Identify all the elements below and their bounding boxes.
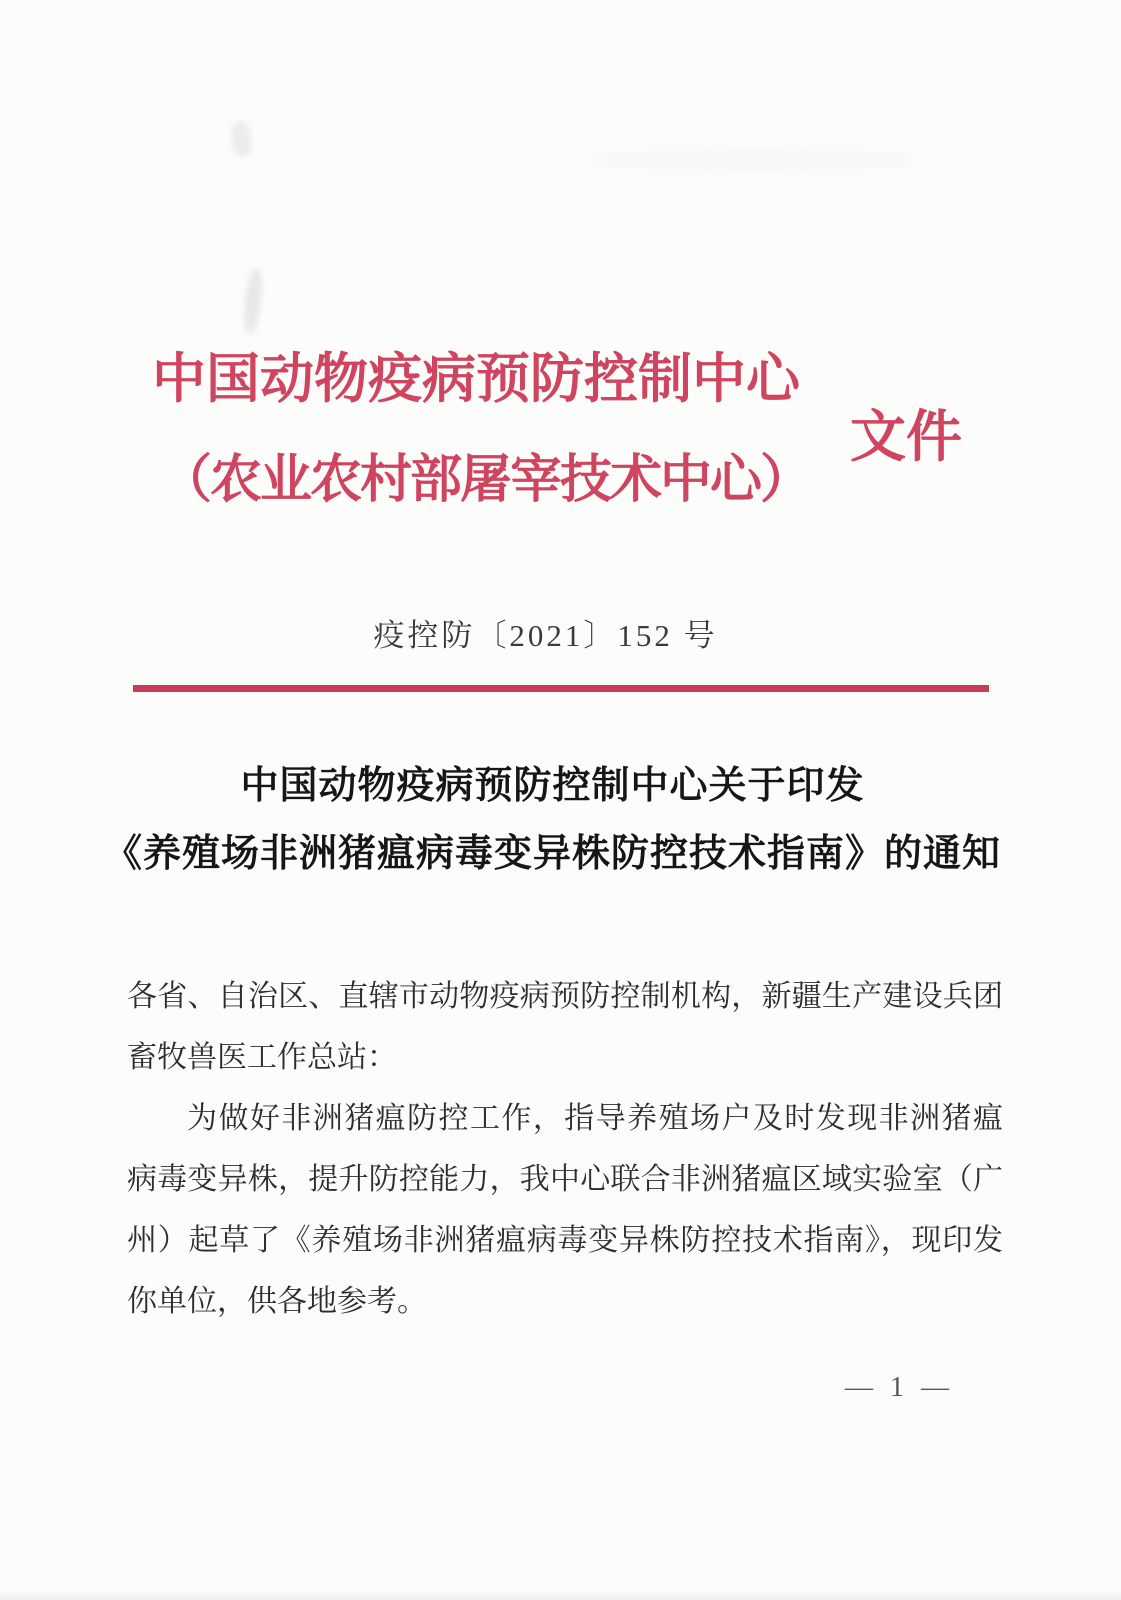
notice-body: [127, 966, 1003, 1332]
document-number: 疫控防〔2021〕152 号: [373, 618, 718, 653]
scan-streak: [590, 148, 920, 172]
letterhead-org-subtitle: （农业农村部屠宰技术中心）: [160, 452, 811, 509]
letterhead-doc-type-label: 文件: [850, 407, 962, 469]
salutation-line: 各省、自治区、直辖市动物疫病预防控制机构，新疆生产建设兵团: [127, 980, 1003, 1013]
body-paragraph-line: 为做好非洲猪瘟防控工作，指导养殖场户及时发现非洲猪瘟: [187, 1102, 1003, 1135]
body-paragraph-line: 病毒变异株，提升防控能力，我中心联合非洲猪瘟区域实验室（广: [127, 1163, 1003, 1196]
page-number: — 1 —: [845, 1372, 954, 1403]
notice-title: [0, 752, 1113, 888]
scan-bottom-edge: [0, 1590, 1121, 1600]
notice-title-line1: 中国动物疫病预防控制中心关于印发: [240, 765, 865, 807]
letterhead-org-name: 中国动物疫病预防控制中心: [152, 349, 800, 409]
notice-title-line2: 《养殖场非洲猪瘟病毒变异株防控技术指南》的通知: [103, 833, 1001, 875]
scan-smudge: [227, 119, 254, 158]
body-paragraph-line: 州）起草了《养殖场非洲猪瘟病毒变异株防控技术指南》，现印发: [127, 1224, 1003, 1257]
body-paragraph-line: 你单位，供各地参考。: [127, 1285, 427, 1318]
letterhead-separator-rule: [133, 685, 989, 692]
salutation-line: 畜牧兽医工作总站：: [127, 1041, 397, 1074]
scan-smudge: [240, 267, 265, 335]
